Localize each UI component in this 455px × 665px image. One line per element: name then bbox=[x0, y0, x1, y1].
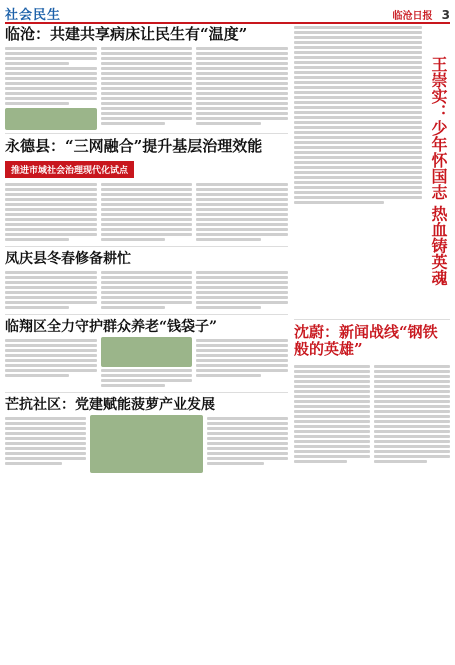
article-4-columns bbox=[5, 337, 288, 389]
text-column bbox=[196, 337, 288, 389]
right-article-2 bbox=[294, 324, 450, 468]
page-header bbox=[5, 4, 450, 24]
text-column bbox=[5, 337, 97, 389]
text-column bbox=[5, 181, 97, 243]
article-photo bbox=[5, 108, 97, 130]
text-column bbox=[196, 269, 288, 311]
page-number: 3 bbox=[441, 7, 450, 22]
article-4-title: 临翔区全力守护群众养老“钱袋子” bbox=[5, 318, 218, 335]
article-1-title: 临沧：共建共享病床让民生有“温度” bbox=[5, 25, 248, 43]
text-column bbox=[101, 337, 193, 389]
article-4 bbox=[5, 319, 288, 393]
article-3-columns bbox=[5, 269, 288, 311]
article-1 bbox=[5, 26, 288, 134]
text-column bbox=[101, 269, 193, 311]
text-column bbox=[101, 45, 193, 130]
section-title: 社会民生 bbox=[5, 7, 62, 23]
text-column bbox=[207, 415, 288, 473]
text-column bbox=[374, 363, 450, 465]
text-column bbox=[5, 415, 86, 473]
article-5-columns bbox=[5, 415, 288, 473]
right-area bbox=[294, 24, 450, 472]
text-column bbox=[196, 181, 288, 243]
text-column bbox=[294, 363, 370, 465]
text-column bbox=[101, 181, 193, 243]
right-article-2-title: 沈蔚：新闻战线“钢铁般的英雄” bbox=[294, 323, 438, 359]
right-article-2-columns bbox=[294, 363, 450, 465]
article-5-title: 芒抗社区：党建赋能菠萝产业发展 bbox=[5, 396, 215, 413]
right-article-1-title: 王崇实：少年怀国志 热血铸英魂 bbox=[429, 56, 448, 286]
article-5 bbox=[5, 397, 288, 476]
article-photo bbox=[101, 337, 193, 367]
article-2 bbox=[5, 138, 288, 246]
text-column bbox=[5, 269, 97, 311]
article-photo bbox=[90, 415, 203, 473]
newspaper-brand: 临沧日报 bbox=[392, 10, 433, 22]
right-article-1 bbox=[294, 26, 450, 320]
article-1-columns bbox=[5, 45, 288, 130]
text-column bbox=[5, 45, 97, 130]
article-3-title: 凤庆县冬春修备耕忙 bbox=[5, 250, 131, 267]
article-2-title: 永德县：“三网融合”提升基层治理效能 bbox=[5, 137, 263, 156]
article-3 bbox=[5, 251, 288, 315]
article-2-ribbon: 推进市域社会治理现代化试点 bbox=[5, 161, 134, 178]
text-column bbox=[196, 45, 288, 130]
left-area bbox=[5, 24, 288, 480]
text-column bbox=[90, 415, 203, 473]
article-2-columns bbox=[5, 181, 288, 243]
right-article-1-text bbox=[294, 26, 422, 204]
